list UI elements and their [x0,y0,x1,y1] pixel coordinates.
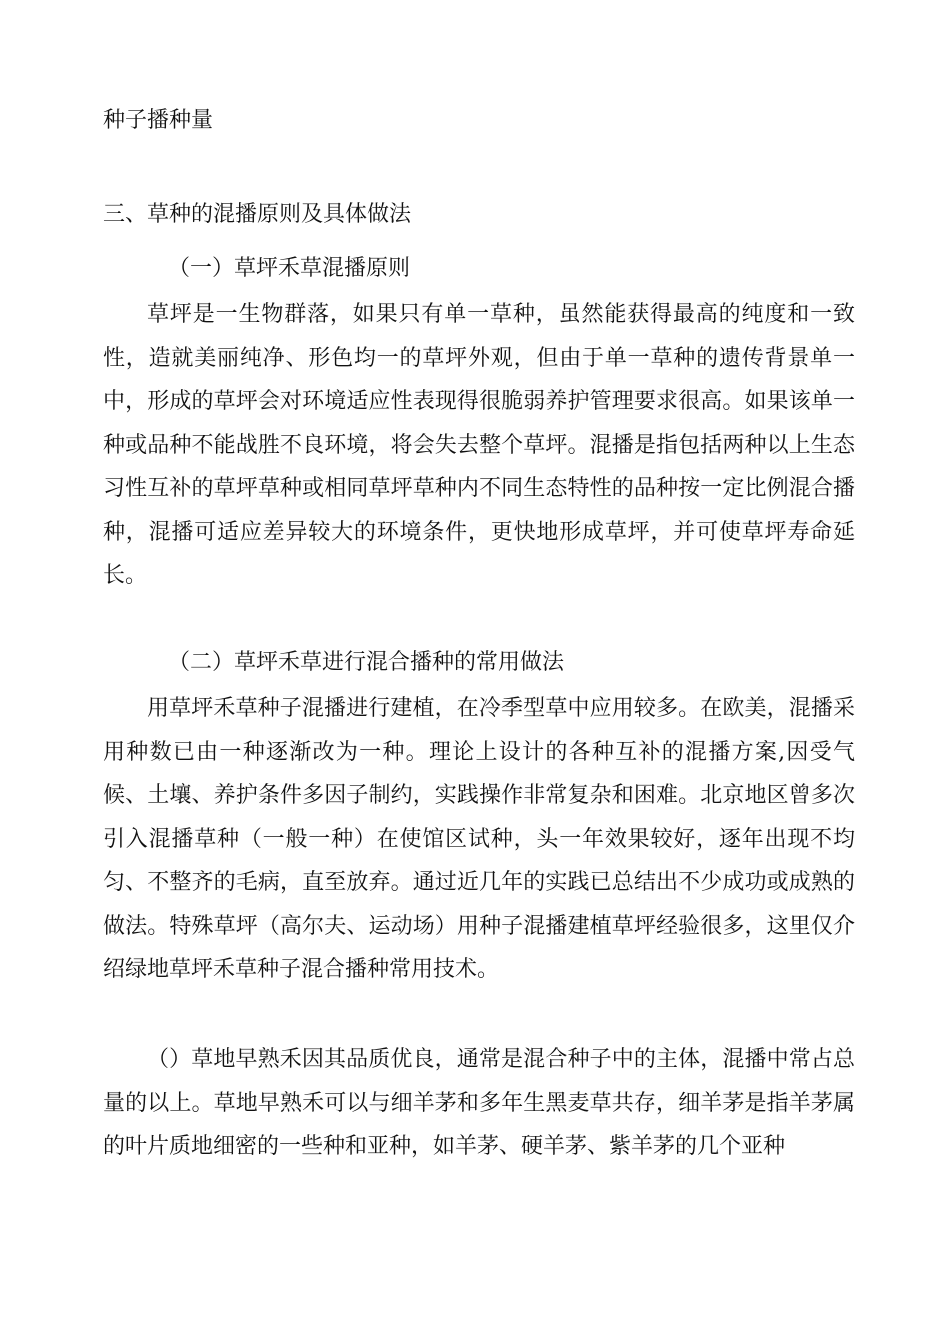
paragraph-methods: 用草坪禾草种子混播进行建植，在冷季型草中应用较多。在欧美，混播采用种数已由一种逐渐改为一种。理论上设计的各种互补的混播方案,因受气候、土壤、养护条件多因子制约，实践操作非常复杂和困难。北京地区曾多次引入混播草种（一般一种）在使馆区试种，头一年效果较好，逐年出现不均匀、不整齐的毛病，直至放弃。通过近几年的实践已总结出不少成功或成熟的做法。特殊草坪（高尔夫、运动场）用种子混播建植草坪经验很多，这里仅介绍绿地草坪禾草种子混合播种常用技术。 [103,696,855,982]
paragraph-species: （）草地早熟禾因其品质优良，通常是混合种子中的主体，混播中常占总量的以上。草地早熟禾可以与细羊茅和多年生黑麦草共存，细羊茅是指羊茅属的叶片质地细密的一些种和亚种，如羊茅、硬羊茅、紫羊茅的几个亚种 [103,1047,855,1159]
paragraph-principles: 草坪是一生物群落，如果只有单一草种，虽然能获得最高的纯度和一致性，造就美丽纯净、形色均一的草坪外观，但由于单一草种的遗传背景单一中，形成的草坪会对环境适应性表现得很脆弱养护管理要求很高。如果该单一种或品种不能战胜不良环境，将会失去整个草坪。混播是指包括两种以上生态习性互补的草坪草种或相同草坪草种内不同生态特性的品种按一定比例混合播种，混播可适应差异较大的环境条件，更快地形成草坪，并可使草坪寿命延长。 [103,302,855,588]
top-line-text: 种子播种量 [103,108,214,133]
section-heading: 三、草种的混播原则及具体做法 [103,202,412,227]
subheading-methods: （二）草坪禾草进行混合播种的常用做法 [168,650,565,675]
subheading-principles: （一）草坪禾草混播原则 [168,256,411,281]
